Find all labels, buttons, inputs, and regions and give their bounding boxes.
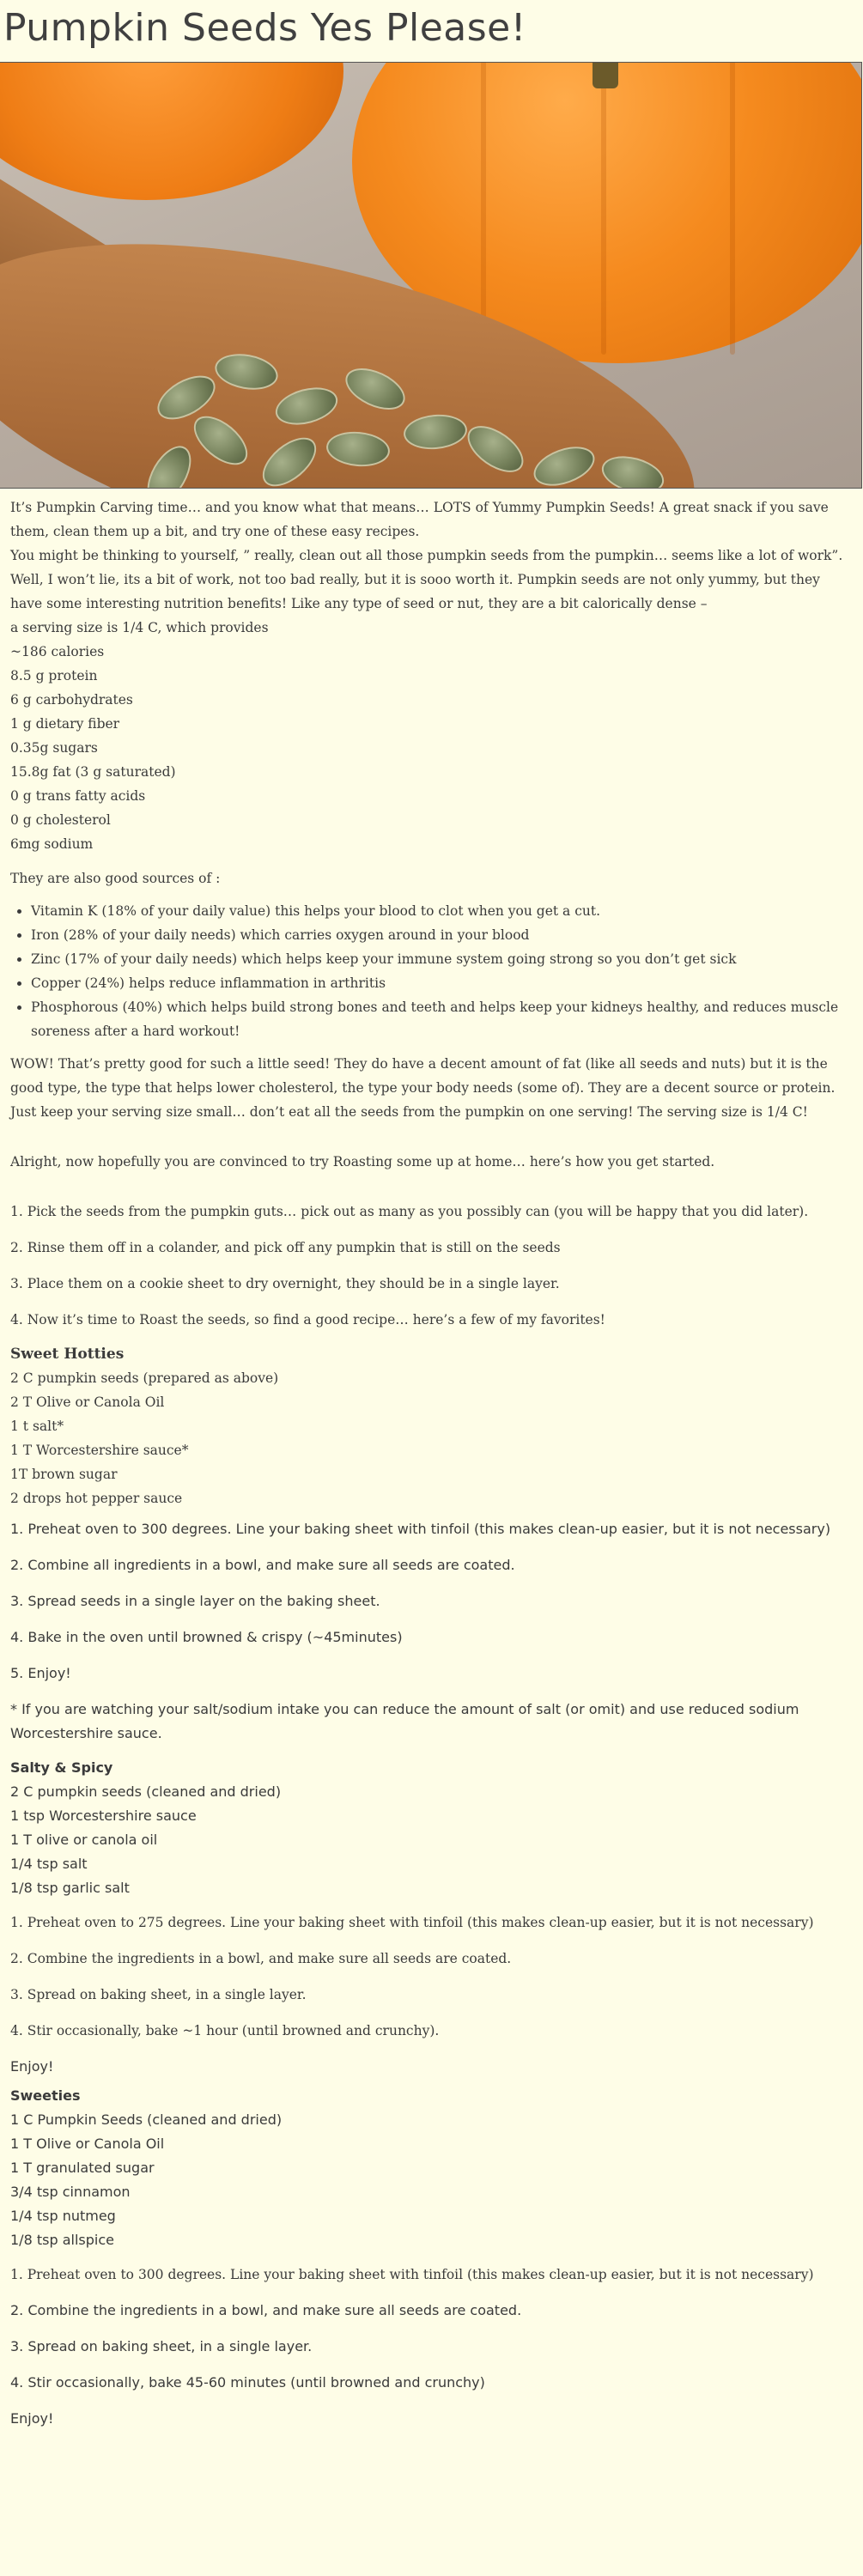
- nutrition-item: a serving size is 1/4 C, which provides: [10, 620, 269, 635]
- recipe2-steps: [10, 1911, 854, 2043]
- recipe-step: Enjoy!: [10, 2058, 54, 2075]
- recipe2-end: [10, 2055, 854, 2252]
- prep-step: 3. Place them on a cookie sheet to dry overnight, they should be in a single layer.: [10, 1276, 560, 1291]
- ingredient-item: 1 tsp Worcestershire sauce: [10, 1807, 197, 1824]
- ingredient-item: 1 T Worcestershire sauce*: [10, 1443, 189, 1458]
- recipe-step: 2. Combine the ingredients in a bowl, and make sure all seeds are coated.: [10, 1951, 512, 1966]
- alright-paragraph: Alright, now hopefully you are convinced to try Roasting some up at home… here’s how you get started.: [10, 1154, 715, 1170]
- nutrition-item: 6 g carbohydrates: [10, 692, 133, 708]
- recipe-step: 4. Stir occasionally, bake ~1 hour (until browned and crunchy).: [10, 2023, 440, 2038]
- pumpkin-ridge: [601, 62, 606, 355]
- ingredient-item: 2 drops hot pepper sauce: [10, 1491, 183, 1506]
- ingredient-item: 1 T Olive or Canola Oil: [10, 2136, 165, 2152]
- intro-paragraph: It’s Pumpkin Carving time… and you know what that means… LOTS of Yummy Pumpkin Seeds! A great snack if you save them, clean them up a bit, and try one of these easy recipes.: [10, 500, 829, 539]
- recipe-step: 1. Preheat oven to 300 degrees. Line your baking sheet with tinfoil (this makes clean-up easier, but it is not necessary): [10, 2267, 814, 2282]
- ingredient-item: 1 T granulated sugar: [10, 2160, 155, 2176]
- list-item: • Zinc (17% of your daily needs) which helps keep your immune system going strong so you don’t get sick: [31, 947, 854, 971]
- nutrition-item: 0 g cholesterol: [10, 812, 111, 828]
- ingredient-item: 1/4 tsp nutmeg: [10, 2208, 116, 2224]
- recipe-title: Sweet Hotties: [10, 1346, 125, 1363]
- ingredients-list: [10, 2108, 854, 2252]
- recipe-step: 2. Combine the ingredients in a bowl, and make sure all seeds are coated.: [10, 2302, 522, 2318]
- recipe-step: 1. Preheat oven to 300 degrees. Line your baking sheet with tinfoil (this makes clean-up easier, but it is not necessary): [10, 1521, 831, 1537]
- ingredient-item: 1/4 tsp salt: [10, 1856, 88, 1872]
- recipe-step: 3. Spread seeds in a single layer on the baking sheet.: [10, 1593, 380, 1609]
- ingredient-item: 2 T Olive or Canola Oil: [10, 1394, 165, 1410]
- recipe-title: Sweeties: [10, 2087, 81, 2104]
- list-item: • Vitamin K (18% of your daily value) this helps your blood to clot when you get a cut.: [31, 899, 854, 923]
- recipe1-steps: [10, 1517, 854, 1900]
- nutrition-item: 8.5 g protein: [10, 668, 98, 683]
- recipe-step: 4. Bake in the oven until browned & crispy (~45minutes): [10, 1629, 403, 1645]
- ingredient-item: 3/4 tsp cinnamon: [10, 2184, 131, 2200]
- nutrition-item: 15.8g fat (3 g saturated): [10, 764, 176, 780]
- nutrition-item: 6mg sodium: [10, 836, 94, 852]
- ingredient-item: 1T brown sugar: [10, 1467, 118, 1482]
- intro-section: [10, 495, 854, 1510]
- recipe-step: 3. Spread on baking sheet, in a single layer.: [10, 1987, 307, 2002]
- nutrition-item: ~186 calories: [10, 644, 105, 659]
- nutrition-item: 0 g trans fatty acids: [10, 788, 146, 804]
- pumpkin-shape-left: [0, 62, 343, 200]
- pumpkin-stem: [593, 62, 618, 88]
- ingredient-item: 2 C pumpkin seeds (prepared as above): [10, 1370, 279, 1386]
- pumpkin-ridge: [481, 62, 486, 355]
- ingredient-item: 1 t salt*: [10, 1419, 64, 1434]
- list-item: • Copper (24%) helps reduce inflammation in arthritis: [31, 971, 854, 995]
- recipe3-steps-rest: [10, 2299, 854, 2431]
- recipe-step: 5. Enjoy!: [10, 1665, 71, 1681]
- recipe-step: 1. Preheat oven to 275 degrees. Line your baking sheet with tinfoil (this makes clean-up easier, but it is not necessary): [10, 1915, 814, 1930]
- pumpkin-ridge: [730, 62, 735, 355]
- ingredient-item: 1 T olive or canola oil: [10, 1832, 158, 1848]
- recipe-step: Enjoy!: [10, 2410, 54, 2427]
- recipe-title: Salty & Spicy: [10, 1759, 113, 1776]
- ingredient-item: 1/8 tsp garlic salt: [10, 1880, 130, 1896]
- sources-intro: They are also good sources of :: [10, 871, 221, 886]
- intro-paragraph: You might be thinking to yourself, ” really, clean out all those pumpkin seeds from the pumpkin… seems like a lot of work”. Well, I won’t lie, its a bit of work, not too bad really, but it is sooo worth it. Pumpkin seeds are not only yummy, but they have some interesting nutrition benefits! Like any type of seed or nut, they are a bit calorically dense –: [10, 548, 843, 611]
- wow-paragraph: WOW! That’s pretty good for such a little seed! They do have a decent amount of fat (like all seeds and nuts) but it is the good type, the type that helps lower cholesterol, the type your body needs (some of). They are a decent source or protein. Just keep your serving size small… don’t eat all the seeds from the pumpkin on one serving! The serving size is 1/4 C!: [10, 1056, 836, 1120]
- prep-step: 4. Now it’s time to Roast the seeds, so find a good recipe… here’s a few of my favorites!: [10, 1312, 605, 1327]
- ingredient-item: 1/8 tsp allspice: [10, 2232, 114, 2248]
- prep-step: 2. Rinse them off in a colander, and pick off any pumpkin that is still on the seeds: [10, 1240, 561, 1255]
- recipe-step: 3. Spread on baking sheet, in a single layer.: [10, 2338, 313, 2354]
- page-title: Pumpkin Seeds Yes Please!: [3, 6, 526, 50]
- list-item: • Phosphorous (40%) which helps build strong bones and teeth and helps keep your kidneys healthy, and reduces muscle soreness after a hard workout!: [31, 995, 854, 1043]
- recipe-step: 4. Stir occasionally, bake 45-60 minutes (until browned and crunchy): [10, 2374, 485, 2391]
- ingredients-list: [10, 1366, 854, 1510]
- ingredients-list: [10, 1780, 854, 1900]
- recipe-note: * If you are watching your salt/sodium intake you can reduce the amount of salt (or omit) and use reduced sodium Worcestershire sauce.: [10, 1701, 799, 1741]
- nutrition-item: 1 g dietary fiber: [10, 716, 120, 732]
- nutrition-item: 0.35g sugars: [10, 740, 98, 756]
- nutrition-list: [10, 616, 854, 856]
- hero-image-pumpkins-and-seeds: [0, 62, 862, 489]
- sources-list: [10, 899, 854, 1043]
- recipe-step: 2. Combine all ingredients in a bowl, and make sure all seeds are coated.: [10, 1557, 515, 1573]
- ingredient-item: 1 C Pumpkin Seeds (cleaned and dried): [10, 2111, 283, 2128]
- ingredient-item: 2 C pumpkin seeds (cleaned and dried): [10, 1783, 282, 1800]
- prep-step: 1. Pick the seeds from the pumpkin guts… pick out as many as you possibly can (you will be happy that you did later).: [10, 1204, 809, 1219]
- recipe3-steps: [10, 2263, 854, 2287]
- list-item: • Iron (28% of your daily needs) which carries oxygen around in your blood: [31, 923, 854, 947]
